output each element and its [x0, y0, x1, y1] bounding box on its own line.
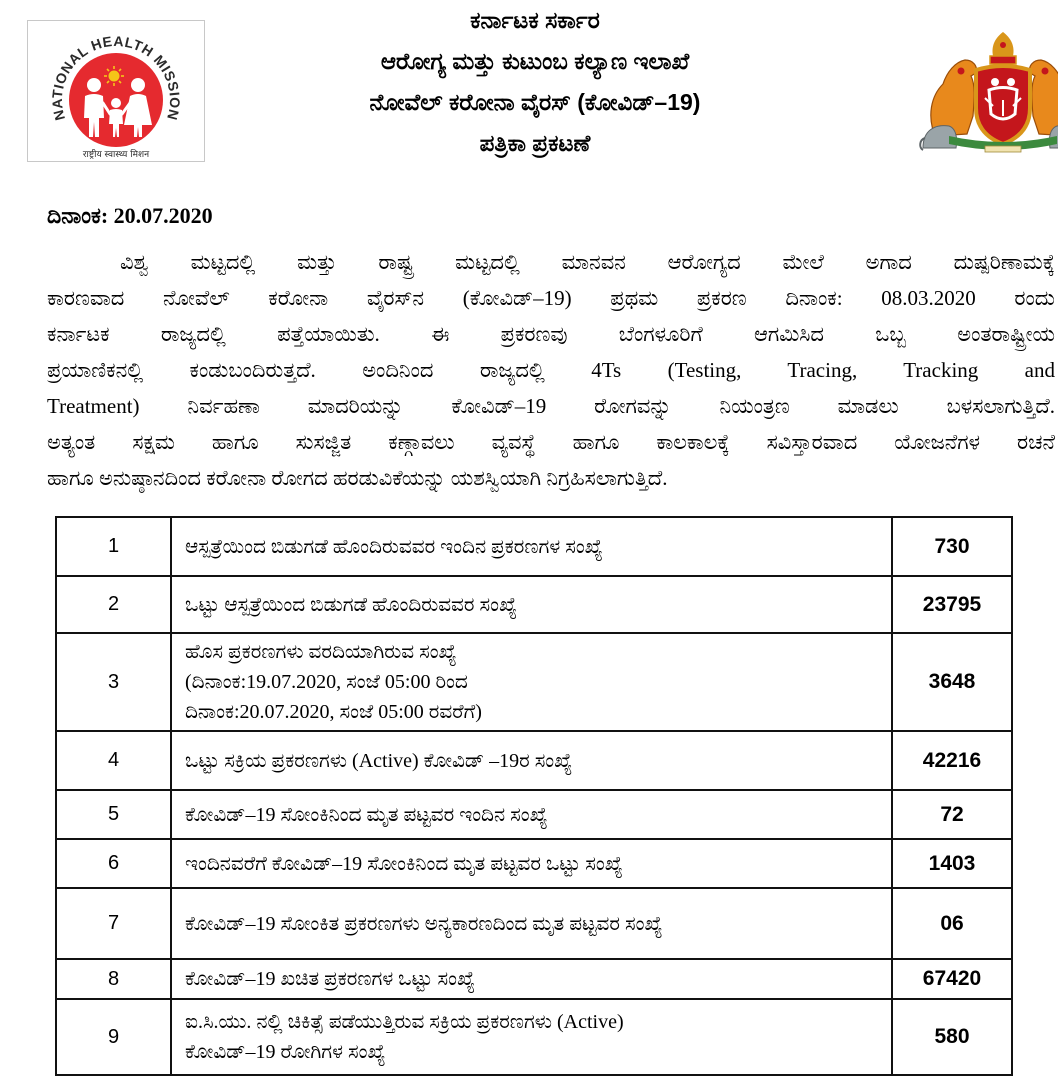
description-line: ಕೋವಿಡ್–19 ಸೋಂಕಿತ ಪ್ರಕರಣಗಳು ಅನ್ಯಕಾರಣದಿಂದ ಮೃತ ಪಟ್ಟವರ ಸಂಖ್ಯೆ — [185, 912, 663, 935]
state-emblem-icon — [915, 16, 1058, 154]
description-line: ಆಸ್ಪತ್ರೆಯಿಂದ ಬಿಡುಗಡೆ ಹೊಂದಿರುವವರ ಇಂದಿನ ಪ್ರಕರಣಗಳ ಸಂಖ್ಯೆ — [185, 535, 603, 558]
bulletin-table — [55, 516, 1013, 1076]
release-date: ದಿನಾಂಕ: 20.07.2020 — [47, 203, 213, 228]
description-cell — [171, 517, 892, 576]
table-row — [56, 839, 1012, 888]
description-line: ಇಂದಿನವರೆಗೆ ಕೋವಿಡ್–19 ಸೋಂಕಿನಿಂದ ಮೃತ ಪಟ್ಟವರ ಒಟ್ಟು ಸಂಖ್ಯೆ — [185, 852, 623, 875]
count-cell: 3648 — [892, 633, 1012, 731]
table-row — [56, 959, 1012, 999]
sun-icon — [104, 66, 124, 86]
nhm-logo-graphic — [28, 21, 204, 161]
count-cell: 1403 — [892, 839, 1012, 888]
serial-number-cell: 8 — [56, 959, 171, 999]
serial-number-cell: 5 — [56, 790, 171, 839]
count-cell: 580 — [892, 999, 1012, 1075]
intro-paragraph — [47, 244, 1055, 496]
description-line: ಕೋವಿಡ್–19 ಖಚಿತ ಪ್ರಕರಣಗಳ ಒಟ್ಟು ಸಂಖ್ಯೆ — [185, 968, 476, 990]
bulletin-table-body — [56, 517, 1012, 1075]
count-cell: 72 — [892, 790, 1012, 839]
serial-number-cell: 9 — [56, 999, 171, 1075]
description-line: ಕೋವಿಡ್–19 ಸೋಂಕಿನಿಂದ ಮೃತ ಪಟ್ಟವರ ಇಂದಿನ ಸಂಖ್ಯೆ — [185, 803, 548, 826]
nhm-hindi-text: राष्ट्रीय स्वास्थ्य मिशन — [82, 150, 150, 160]
count-cell: 06 — [892, 888, 1012, 959]
paragraph-line: Treatment) ನಿರ್ವಹಣಾ ಮಾದರಿಯನ್ನು ಕೋವಿಡ್–19 ರೋಗವನ್ನು ನಿಯಂತ್ರಣ ಮಾಡಲು ಬಳಸಲಾಗುತ್ತಿದೆ. — [47, 394, 1055, 418]
description-cell — [171, 839, 892, 888]
description-line: ಕೋವಿಡ್–19 ರೋಗಿಗಳ ಸಂಖ್ಯೆ — [185, 1041, 386, 1063]
count-cell: 67420 — [892, 959, 1012, 999]
description-cell — [171, 790, 892, 839]
serial-number-cell: 2 — [56, 576, 171, 633]
description-line: ದಿನಾಂಕ:20.07.2020, ಸಂಜೆ 05:00 ರವರೆಗೆ) — [185, 701, 482, 723]
description-line: ಐ.ಸಿ.ಯು. ನಲ್ಲಿ ಚಿಕಿತ್ಸೆ ಪಡೆಯುತ್ತಿರುವ ಸಕ್ರಿಯ ಪ್ರಕರಣಗಳು (Active) — [185, 1011, 624, 1033]
description-cell — [171, 633, 892, 731]
table-row — [56, 633, 1012, 731]
nhm-arc-textpath: NATIONAL HEALTH MISSION — [48, 32, 184, 123]
description-cell — [171, 731, 892, 790]
emblem-left-beast-icon — [920, 60, 976, 150]
description-line: ಹೊಸ ಪ್ರಕರಣಗಳು ವರದಿಯಾಗಿರುವ ಸಂಖ್ಯೆ — [185, 641, 457, 663]
paragraph-line: ಅತ್ಯಂತ ಸಕ್ಷಮ ಹಾಗೂ ಸುಸಜ್ಜಿತ ಕಣ್ಗಾವಲು ವ್ಯವಸ್ಥೆ ಹಾಗೂ ಕಾಲಕಾಲಕ್ಕೆ ಸವಿಸ್ತಾರವಾದ ಯೋಜನೆಗಳ ರಚನೆ — [47, 430, 1055, 454]
emblem-lion-capital-icon — [990, 32, 1016, 64]
count-cell: 730 — [892, 517, 1012, 576]
paragraph-line: ವಿಶ್ವ ಮಟ್ಟದಲ್ಲಿ ಮತ್ತು ರಾಷ್ಟ್ರ ಮಟ್ಟದಲ್ಲಿ ಮಾನವನ ಆರೋಗ್ಯದ ಮೇಲೆ ಅಗಾದ ದುಷ್ಪರಿಣಾಮಕ್ಕೆ — [120, 250, 1055, 274]
paragraph-line: ಕಾರಣವಾದ ನೋವೆಲ್ ಕರೋನಾ ವೈರಸ್‌ನ (ಕೋವಿಡ್–19) ಪ್ರಥಮ ಪ್ರಕರಣ ದಿನಾಂಕ: 08.03.2020 ರಂದು — [47, 286, 1055, 310]
table-row — [56, 731, 1012, 790]
serial-number-cell: 3 — [56, 633, 171, 731]
header-government: ಕರ್ನಾಟಕ ಸರ್ಕಾರ — [470, 7, 600, 33]
state-emblem — [915, 16, 1058, 154]
page-header — [210, 0, 860, 164]
emblem-right-beast-icon — [1030, 60, 1058, 148]
description-cell — [171, 959, 892, 999]
header-department: ಆರೋಗ್ಯ ಮತ್ತು ಕುಟುಂಬ ಕಲ್ಯಾಣ ಇಲಾಖೆ — [380, 48, 690, 74]
count-cell: 23795 — [892, 576, 1012, 633]
serial-number-cell: 7 — [56, 888, 171, 959]
serial-number-cell: 6 — [56, 839, 171, 888]
nhm-logo — [27, 20, 205, 162]
description-line: (ದಿನಾಂಕ:19.07.2020, ಸಂಜೆ 05:00 ರಿಂದ — [185, 671, 468, 693]
description-cell — [171, 999, 892, 1075]
paragraph-line: ಹಾಗೂ ಅನುಷ್ಠಾನದಿಂದ ಕರೋನಾ ರೋಗದ ಹರಡುವಿಕೆಯನ್ನು ಯಶಸ್ವಿಯಾಗಿ ನಿಗ್ರಹಿಸಲಾಗುತ್ತಿದೆ. — [47, 466, 668, 490]
description-line: ಒಟ್ಟು ಆಸ್ಪತ್ರೆಯಿಂದ ಬಿಡುಗಡೆ ಹೊಂದಿರುವವರ ಸಂಖ್ಯೆ — [185, 593, 518, 616]
table-row — [56, 576, 1012, 633]
description-line: ಒಟ್ಟು ಸಕ್ರಿಯ ಪ್ರಕರಣಗಳು (Active) ಕೋವಿಡ್ –19ರ ಸಂಖ್ಯೆ — [185, 749, 573, 772]
header-subject: ನೋವೆಲ್ ಕರೋನಾ ವೈರಸ್ (ಕೋವಿಡ್–19) — [369, 89, 701, 115]
table-row — [56, 888, 1012, 959]
serial-number-cell: 4 — [56, 731, 171, 790]
table-row — [56, 999, 1012, 1075]
paragraph-line: ಪ್ರಯಾಣಿಕನಲ್ಲಿ ಕಂಡುಬಂದಿರುತ್ತದೆ. ಅಂದಿನಿಂದ ರಾಜ್ಯದಲ್ಲಿ 4Ts (Testing, Tracing, Tracking and — [47, 358, 1055, 382]
description-cell — [171, 576, 892, 633]
table-row — [56, 790, 1012, 839]
description-cell — [171, 888, 892, 959]
emblem-shield-icon — [976, 66, 1030, 144]
header-press-release: ಪತ್ರಿಕಾ ಪ್ರಕಟಣೆ — [479, 130, 591, 156]
table-row — [56, 517, 1012, 576]
count-cell: 42216 — [892, 731, 1012, 790]
serial-number-cell: 1 — [56, 517, 171, 576]
paragraph-line: ಕರ್ನಾಟಕ ರಾಜ್ಯದಲ್ಲಿ ಪತ್ತೆಯಾಯಿತು. ಈ ಪ್ರಕರಣವು ಬೆಂಗಳೂರಿಗೆ ಆಗಮಿಸಿದ ಒಬ್ಬ ಅಂತರಾಷ್ಟ್ರೀಯ — [47, 322, 1055, 346]
